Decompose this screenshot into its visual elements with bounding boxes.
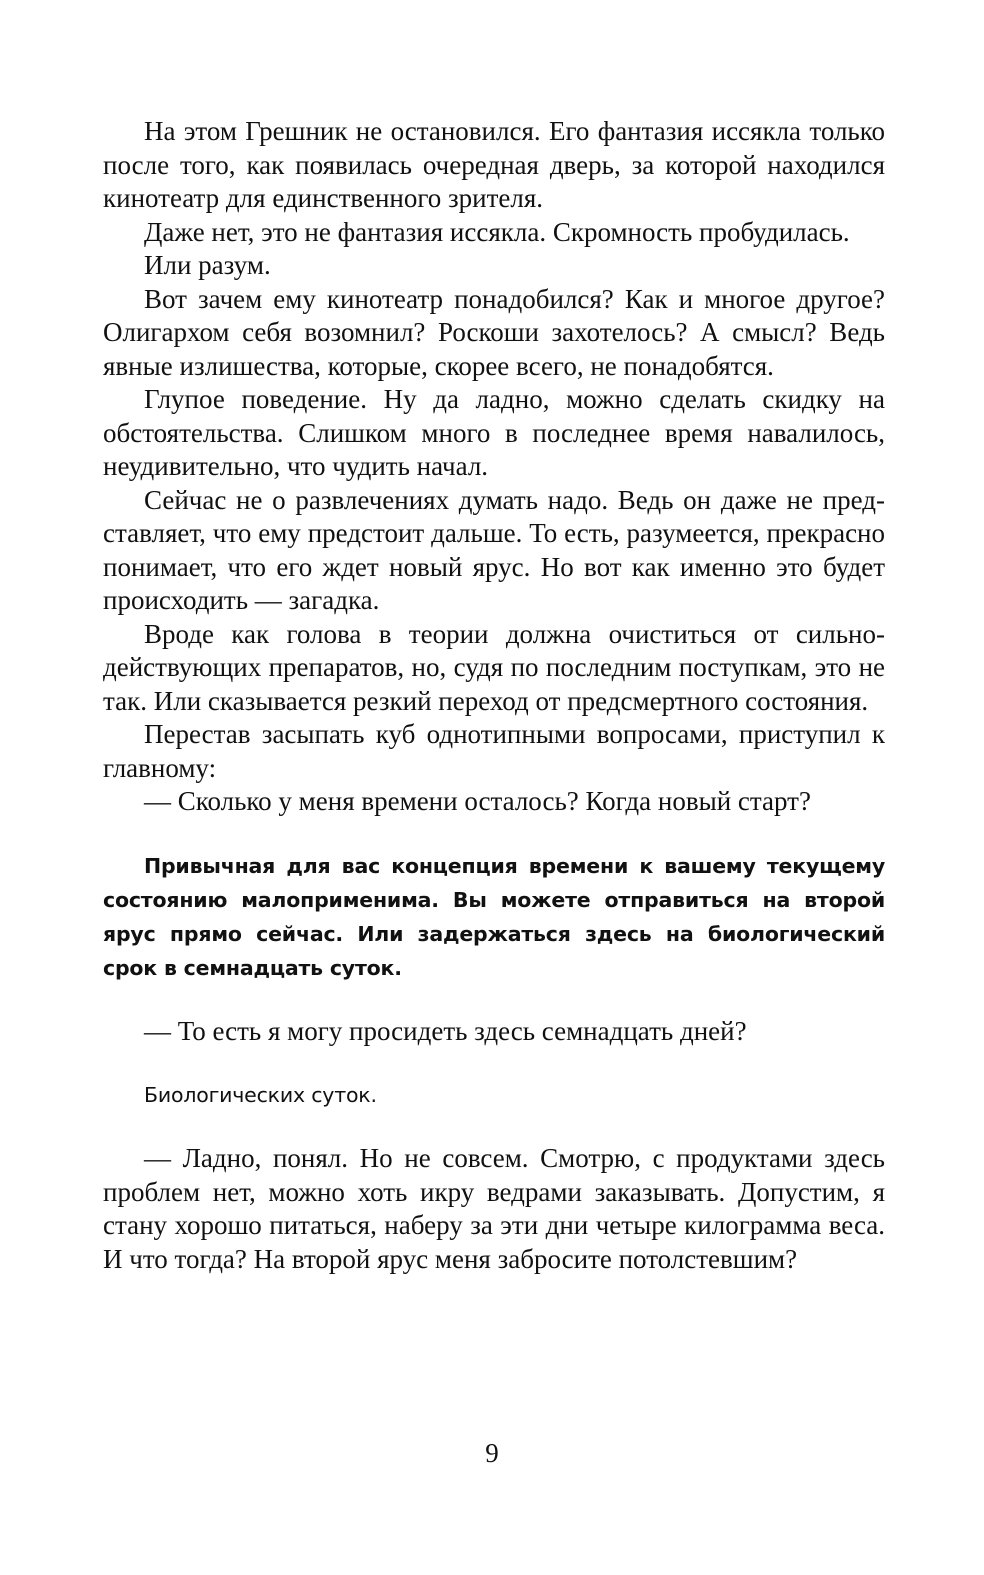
paragraph-3: Или разум.: [144, 250, 271, 280]
dialogue-seventeen-days: — То есть я могу просидеть здесь семнадцать дней?: [144, 1015, 747, 1046]
paragraph-2: Даже нет, это не фантазия иссякла. Скромность пробудилась.: [144, 216, 850, 247]
dialogue-question-time: — Сколько у меня времени осталось? Когда новый старт?: [144, 786, 811, 816]
paragraph-4: Вот зачем ему кинотеатр понадобился? Как и многое другое? Олигархом себя возомнил? Роскоши захотелось? А смысл? Ведь явные излишества, которые, скорее всего, не понадобятся.: [103, 283, 885, 381]
page-number: 9: [485, 1438, 499, 1468]
paragraph-7: Вроде как голова в теории должна очиститься от сильнодействующих препаратов, но, судя по последним поступкам, это не так. Или сказывается резкий переход от предсмертного состояния.: [103, 618, 885, 716]
paragraph-1: На этом Грешник не остановился. Его фантазия иссякла только после того, как появилась очередная дверь, за которой находился кинотеатр для единственного зрителя.: [103, 116, 885, 213]
paragraph-8: Перестав засыпать куб однотипными вопросами, приступил к главному:: [103, 719, 885, 783]
system-message-biological-days: Биологических суток.: [144, 1083, 377, 1107]
page-body: [103, 115, 885, 1276]
system-message-time-concept: Привычная для вас концепция времени к вашему текущему состоянию малоприменима. Вы можете отправиться на второй ярус прямо сейчас. Или задержаться здесь на биологический срок в семнадцать суток.: [103, 853, 885, 980]
paragraph-5: Глупое поведение. Ну да ладно, можно сделать скидку на обстоятельства. Слишком много в последнее время навалилось, неудивительно, что чудить начал.: [103, 384, 885, 481]
paragraph-6: Сейчас не о развлечениях думать надо. Ведь он даже не представляет, что ему предстоит дальше. То есть, разумеется, прекрасно понимает, что его ждет новый ярус. Но вот как именно это будет происходить — загадка.: [103, 484, 885, 615]
dialogue-weight-question: — Ладно, понял. Но не совсем. Смотрю, с продуктами здесь проблем нет, можно хоть икру ведрами заказывать. Допустим, я стану хорошо питаться, наберу за эти дни четыре килограмма веса. И что тогда? На второй ярус меня забросите потолстевшим?: [103, 1143, 885, 1274]
